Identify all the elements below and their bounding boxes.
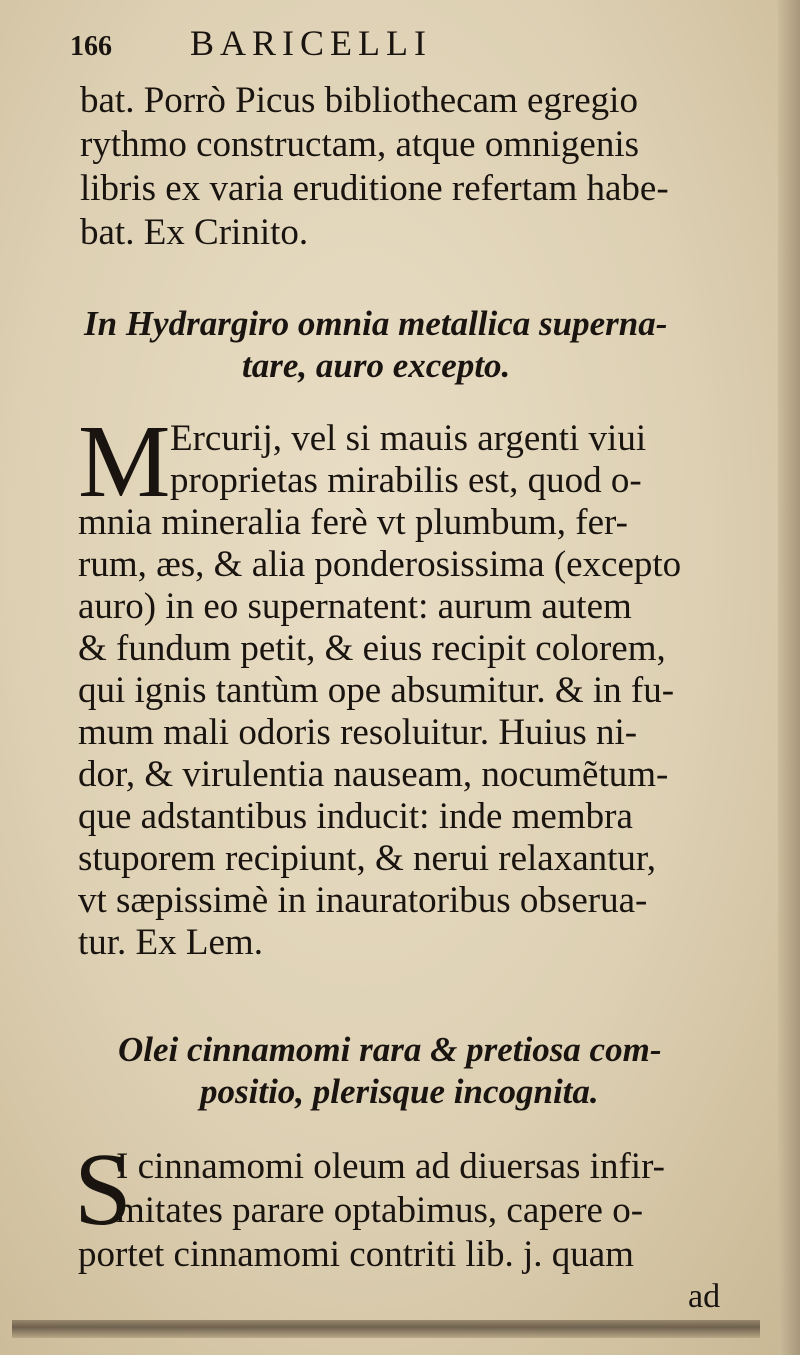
page-edge (778, 0, 800, 1355)
text-line: dor, & virulentia nauseam, nocumẽtum- (78, 754, 669, 795)
section-heading: Olei cinnamomi rara & pretiosa com- (118, 1030, 662, 1069)
running-title: BARICELLI (190, 23, 432, 63)
text-line: proprietas mirabilis est, quod o- (170, 460, 642, 501)
text-line: rum, æs, & alia ponderosissima (excepto (78, 544, 682, 585)
page-bottom-rule (12, 1320, 760, 1338)
text-line: Ercurij, vel si mauis argenti viui (170, 418, 647, 459)
text-line: mum mali odoris resoluitur. Huius ni- (78, 712, 638, 753)
text-line: que adstantibus inducit: inde membra (78, 796, 633, 837)
text-line: qui ignis tantùm ope absumitur. & in fu- (78, 670, 675, 711)
text-line: portet cinnamomi contriti lib. j. quam (78, 1234, 634, 1275)
drop-cap-initial: S (74, 1132, 132, 1247)
text-line: bat. Ex Crinito. (80, 212, 309, 253)
text-line: & fundum petit, & eius recipit colorem, (78, 628, 666, 669)
text-line: mitates parare optabimus, capere o- (116, 1190, 644, 1231)
page-number: 166 (70, 31, 112, 62)
catchword: ad (688, 1278, 721, 1315)
section-heading: positio, plerisque incognita. (200, 1072, 599, 1111)
text-line: mnia mineralia ferè vt plumbum, fer- (78, 502, 628, 543)
running-header (70, 22, 432, 64)
text-line: stuporem recipiunt, & nerui relaxantur, (78, 838, 656, 879)
text-line: libris ex varia eruditione refertam habe- (80, 168, 669, 209)
drop-cap-initial: M (78, 404, 171, 519)
text-line: rythmo constructam, atque omnigenis (80, 124, 639, 165)
text-line: tur. Ex Lem. (78, 922, 263, 963)
text-line: I cinnamomi oleum ad diuersas infir- (116, 1146, 665, 1187)
text-line: vt sæpissimè in inauratoribus obserua- (78, 880, 648, 921)
section-heading: tare, auro excepto. (242, 346, 511, 385)
text-line: bat. Porrò Picus bibliothecam egregio (80, 80, 638, 121)
section-heading: In Hydrargiro omnia metallica superna- (84, 304, 668, 343)
text-line: auro) in eo supernatent: aurum autem (78, 586, 632, 627)
